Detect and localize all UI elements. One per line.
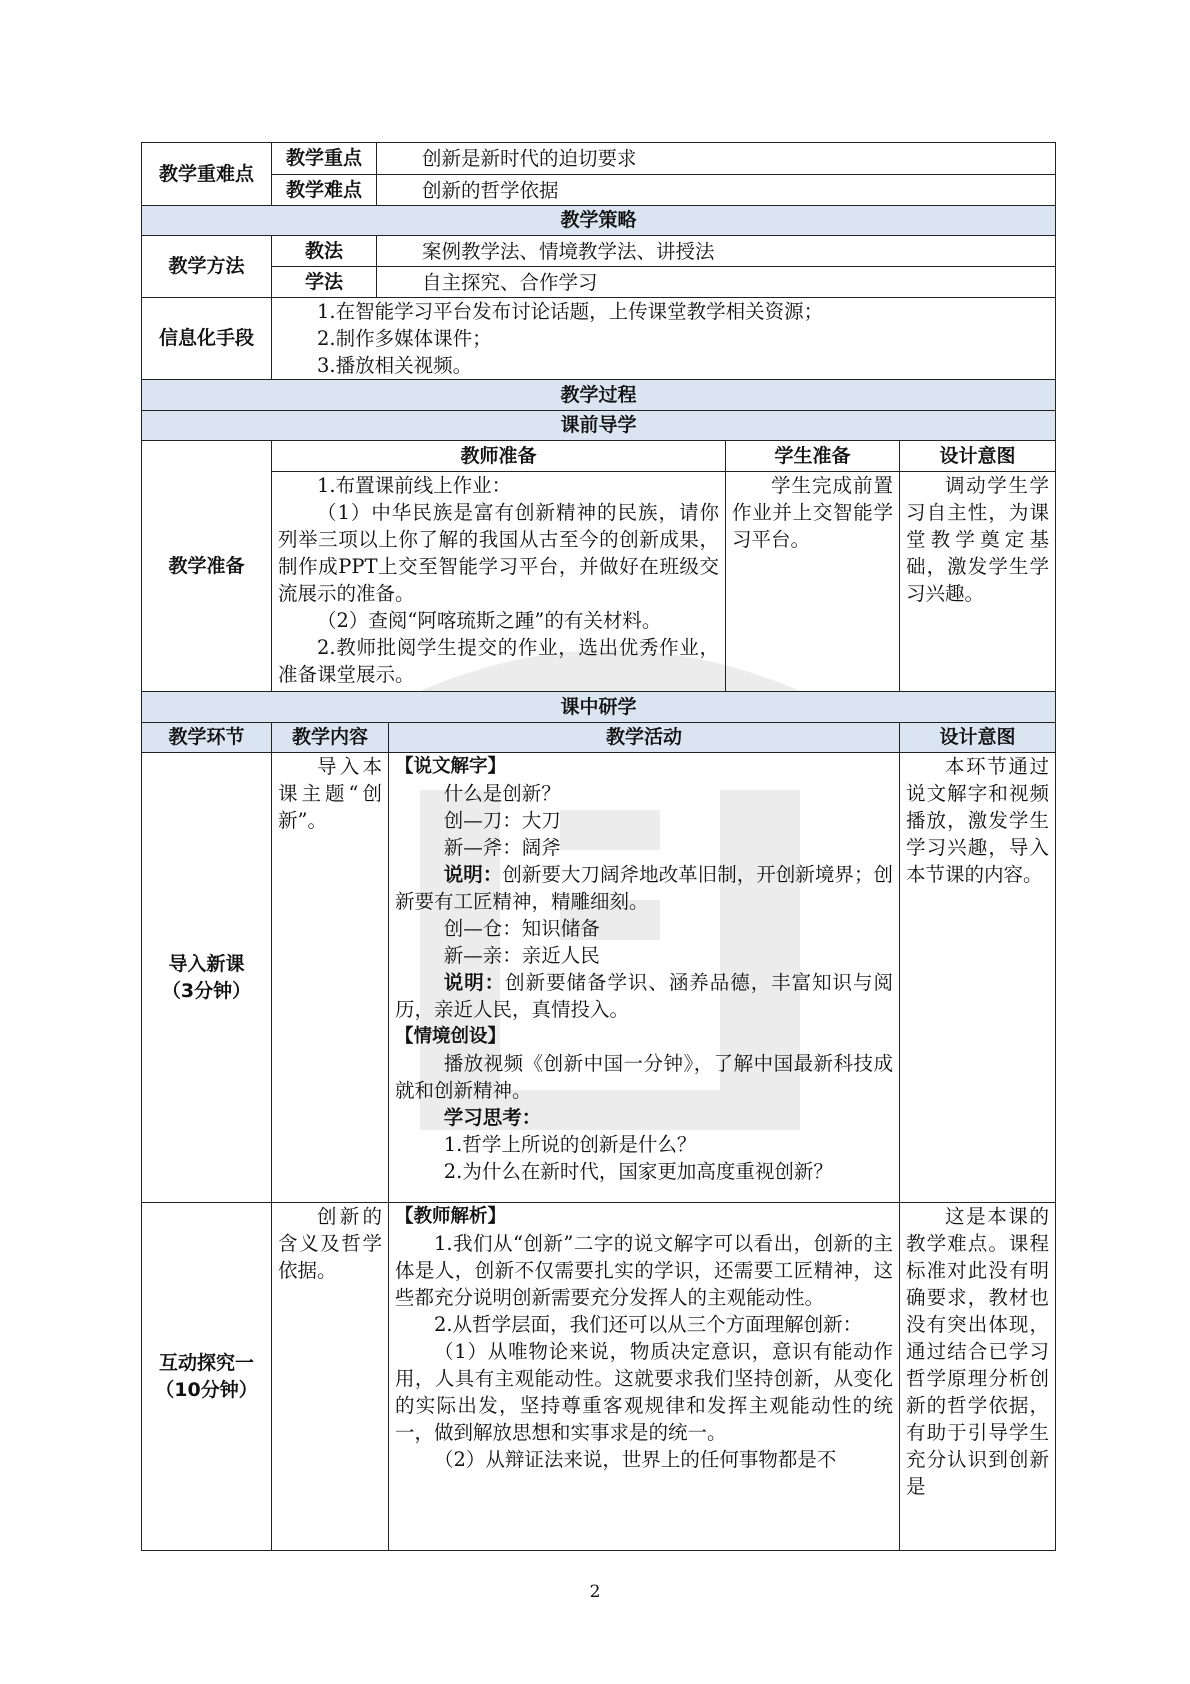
intro-content: 导入本课主题“创新”。: [272, 753, 389, 1203]
intro-activity: 【说文解字】 什么是创新？ 创—刀：大刀 新—斧：阔斧 说明：创新要大刀阔斧地改革旧制，开创新境界；创新要有工匠精神，精雕细刻。 创—仓：知识储备 新—亲：亲近人民 说明：创新要储备学识、涵养品德，丰富知识与阅历，亲近人民，真情投入。 【情境创设】 播放视频《创新中国一分钟》，了解中国最新科技成就和创新精神。 学习思考： 1.哲学上所说的创新是什么？ 2.为什么在新时代，国家更加高度重视创新？: [389, 753, 900, 1203]
col-design-intent: 设计意图: [900, 441, 1056, 472]
explore-content: 创新的含义及哲学依据。: [272, 1203, 389, 1551]
explore-intent: 这是本课的教学难点。课程标准对此没有明确要求，教材也没有突出体现，通过结合已学习哲学原理分析创新的哲学依据，有助于引导学生充分认识到创新是: [900, 1203, 1056, 1551]
col-intent: 设计意图: [900, 723, 1056, 753]
process-header: 教学过程: [142, 380, 1056, 411]
student-prep-text: 学生完成前置作业并上交智能学习平台。: [726, 472, 900, 692]
info-item: 2.制作多媒体课件；: [317, 327, 492, 350]
col-stage: 教学环节: [142, 723, 272, 753]
info-means-list: [272, 298, 1056, 380]
col-teacher-prep: 教师准备: [272, 441, 726, 472]
teach-method-label: 教法: [272, 236, 377, 267]
strategy-header: 教学策略: [142, 206, 1056, 236]
key-point-text: 创新是新时代的迫切要求: [377, 143, 1056, 175]
col-activity: 教学活动: [389, 723, 900, 753]
learn-method-text: 自主探究、合作学习: [377, 267, 1056, 298]
info-item: 3.播放相关视频。: [317, 354, 473, 377]
difficulty-label: 教学难点: [272, 175, 377, 206]
difficulty-text: 创新的哲学依据: [377, 175, 1056, 206]
info-item: 1.在智能学习平台发布讨论话题，上传课堂教学相关资源；: [317, 300, 824, 323]
prep-label: 教学准备: [142, 441, 272, 692]
learn-method-label: 学法: [272, 267, 377, 298]
col-content: 教学内容: [272, 723, 389, 753]
intro-intent: 本环节通过说文解字和视频播放，激发学生学习兴趣，导入本节课的内容。: [900, 753, 1056, 1203]
pre-intent-text: 调动学生学习自主性，为课堂教学奠定基础，激发学生学习兴趣。: [900, 472, 1056, 692]
col-student-prep: 学生准备: [726, 441, 900, 472]
page-number: 2: [589, 1582, 601, 1602]
explore-stage: 互动探究一 （10分钟）: [142, 1203, 272, 1551]
key-point-label: 教学重点: [272, 143, 377, 175]
teach-method-text: 案例教学法、情境教学法、讲授法: [377, 236, 1056, 267]
teacher-prep-text: 1.布置课前线上作业： （1）中华民族是富有创新精神的民族，请你列举三项以上你了解的我国从古至今的创新成果，制作成PPT上交至智能学习平台，并做好在班级交流展示的准备。 （2）查阅“阿喀琉斯之踵”的有关材料。 2.教师批阅学生提交的作业，选出优秀作业，准备课堂展示。: [272, 472, 726, 692]
intro-stage: 导入新课 （3分钟）: [142, 753, 272, 1203]
method-label: 教学方法: [142, 236, 272, 298]
explore-activity: 【教师解析】 1.我们从“创新”二字的说文解字可以看出，创新的主体是人，创新不仅需要扎实的学识，还需要工匠精神，这些都充分说明创新需要充分发挥人的主观能动性。 2.从哲学层面，我们还可以从三个方面理解创新： （1）从唯物论来说，物质决定意识，意识有能动作用，人具有主观能动性。这就要求我们坚持创新，从变化的实际出发，坚持尊重客观规律和发挥主观能动性的统一，做到解放思想和实事求是的统一。 （2）从辩证法来说，世界上的任何事物都是不: [389, 1203, 900, 1551]
focus-label: 教学重难点: [142, 143, 272, 206]
pre-class-header: 课前导学: [142, 411, 1056, 441]
in-class-header: 课中研学: [142, 692, 1056, 723]
lesson-plan-table: [141, 142, 1056, 1551]
info-means-label: 信息化手段: [142, 298, 272, 380]
